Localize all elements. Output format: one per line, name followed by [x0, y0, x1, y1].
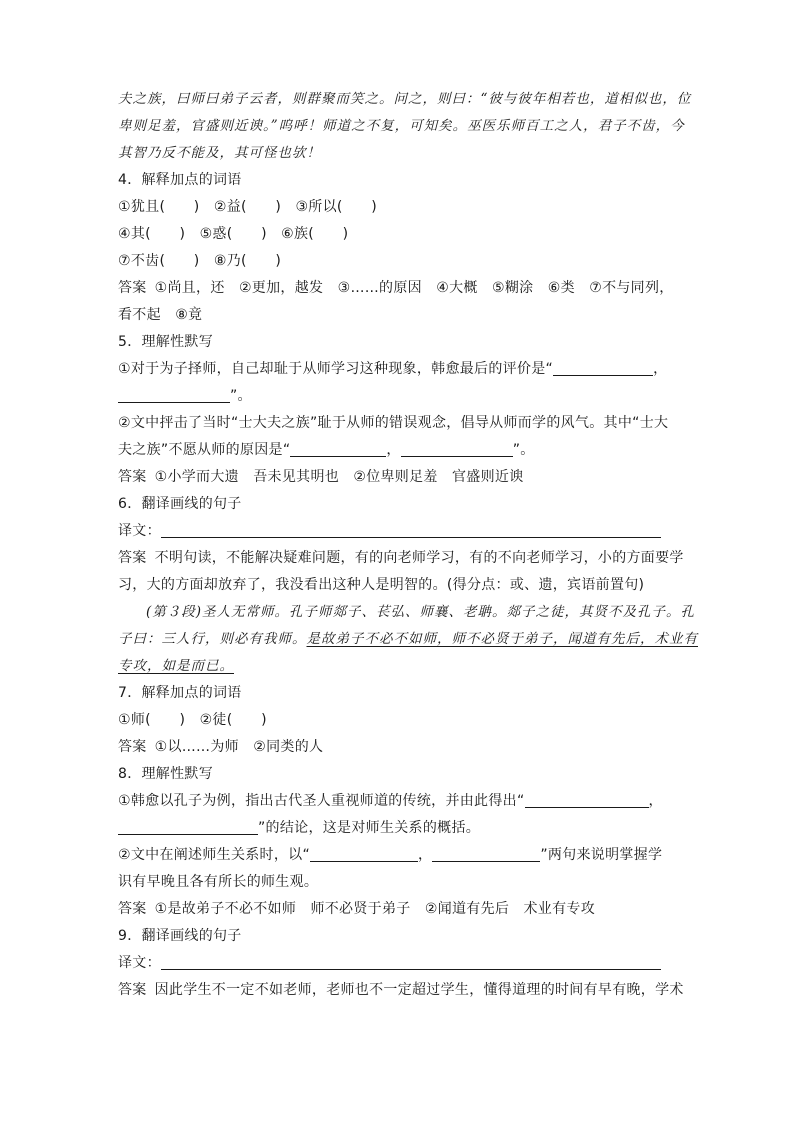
answer-label: 答案: [118, 739, 147, 755]
fill-blank[interactable]: [310, 845, 418, 862]
question-4-item: ④其( ) ⑤惑( ) ⑥族( ): [118, 226, 349, 242]
answer-label: 答案: [118, 280, 147, 296]
answer-text: 不明句读，不能解决疑难问题，有的向老师学习，有的不向老师学习，小的方面要学: [154, 550, 684, 566]
question-5-line: 夫之族”不愿从师的原因是“ ， ”。: [118, 442, 535, 458]
answer-label: 答案: [118, 469, 147, 485]
translation-line: 译文：: [118, 518, 680, 545]
answer-label: 答案: [118, 901, 147, 917]
answer-text: ①尚且，还 ②更加，越发 ③……的原因 ④大概 ⑤糊涂 ⑥类 ⑦不与同列，: [154, 280, 674, 296]
passage-line: 其智乃反不能及，其可怪也欤！: [118, 145, 321, 161]
answer-line: [118, 896, 680, 923]
answer-line: [118, 464, 680, 491]
answer-text: ①以……为师 ②同类的人: [154, 739, 324, 755]
answer-line: [118, 734, 680, 761]
question-7-item: ①师( ) ②徒( ): [118, 712, 267, 728]
answer-line: 习，大的方面却放弃了，我没看出这种人是明智的。(得分点：或、遗，宾语前置句): [118, 577, 645, 593]
passage-line: 夫之族，曰师曰弟子云者，则群聚而笑之。问之，则曰：“彼与彼年相若也，道相似也，位: [118, 91, 692, 107]
answer-line: [118, 275, 680, 302]
answer-label: 答案: [118, 550, 147, 566]
answer-label: 答案: [118, 982, 147, 998]
question-4-item: ①犹且( ) ②益( ) ③所以( ): [118, 199, 378, 215]
question-5-line: ①对于为子择师，自己却耻于从师学习这种现象，韩愈最后的评价是“ ，: [118, 361, 668, 377]
answer-line: 看不起 ⑧竟: [118, 307, 203, 323]
question-8-line: ①韩愈以孔子为例，指出古代圣人重视师道的传统，并由此得出“ ，: [118, 793, 663, 809]
fill-blank[interactable]: [432, 845, 540, 862]
question-6-title: 6．翻译画线的句子: [118, 496, 242, 512]
document-page: [118, 86, 698, 1004]
answer-text: ①是故弟子不必不如师 师不必贤于弟子 ②闻道有先后 术业有专攻: [154, 901, 596, 917]
translation-blank[interactable]: [161, 953, 661, 970]
passage-line: [118, 653, 680, 680]
fill-blank[interactable]: [401, 440, 513, 457]
fill-blank[interactable]: [290, 440, 386, 457]
answer-line: [118, 977, 684, 1004]
question-4-title: 4．解释加点的词语: [118, 172, 242, 188]
translation-blank[interactable]: [161, 521, 661, 538]
question-8-line: 识有早晚且各有所长的师生观。: [118, 874, 319, 890]
passage-line: (第３段)圣人无常师。孔子师郯子、苌弘、师襄、老聃。郯子之徒，其贤不及孔子。孔: [146, 604, 696, 620]
fill-blank[interactable]: [525, 791, 649, 808]
question-4-item: ⑦不齿( ) ⑧乃( ): [118, 253, 282, 269]
question-8-line: ②文中在阐述师生关系时，以“ ， ”两句来说明掌握学: [118, 847, 663, 863]
question-8-line: ”的结论，这是对师生关系的概括。: [118, 815, 680, 842]
question-8-title: 8．理解性默写: [118, 766, 214, 782]
answer-line: [118, 545, 684, 572]
question-7-title: 7．解释加点的词语: [118, 685, 242, 701]
question-5-title: 5．理解性默写: [118, 334, 214, 350]
question-9-title: 9．翻译画线的句子: [118, 928, 242, 944]
translation-line: 译文：: [118, 950, 680, 977]
fill-blank[interactable]: [553, 359, 653, 376]
question-5-line: ②文中抨击了当时“士大夫之族”耻于从师的错误观念，倡导从师而学的风气。其中“士大: [118, 415, 669, 431]
question-5-line: ”。: [118, 383, 680, 410]
answer-text: ①小学而大遗 吾未见其明也 ②位卑则足羞 官盛则近谀: [154, 469, 524, 485]
passage-line: 子曰：三人行，则必有我师。是故弟子不必不如师，师不必贤于弟子，闻道有先后，术业有: [118, 631, 698, 647]
underlined-sentence: 是故弟子不必不如师，师不必贤于弟子，闻道有先后，术业有: [306, 631, 698, 647]
passage-line: 卑则足羞，官盛则近谀。”呜呼！师道之不复，可知矣。巫医乐师百工之人，君子不齿，今: [118, 118, 685, 134]
fill-blank[interactable]: [118, 818, 258, 835]
answer-text: 因此学生不一定不如老师，老师也不一定超过学生，懂得道理的时间有早有晚，学术: [154, 982, 684, 998]
fill-blank[interactable]: [118, 386, 230, 403]
underlined-sentence: 专攻，如是而已。: [118, 658, 234, 674]
